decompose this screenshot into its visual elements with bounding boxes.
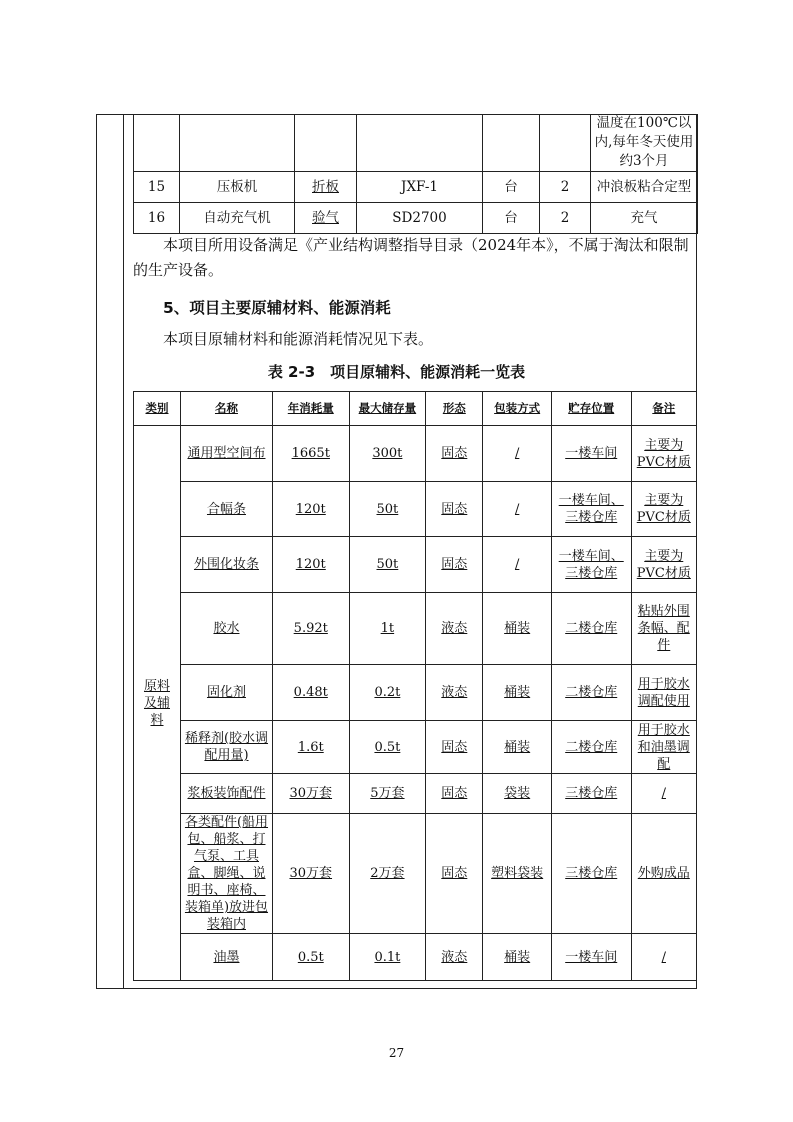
equipment-model-text: SD2700 bbox=[392, 209, 447, 226]
equipment-qty bbox=[540, 114, 591, 172]
material-form: 液态 bbox=[426, 934, 483, 981]
equipment-row bbox=[134, 114, 698, 172]
material-note: / bbox=[631, 934, 696, 981]
equipment-process bbox=[295, 172, 357, 203]
material-packaging: 桶装 bbox=[483, 665, 551, 721]
material-annual: 30万套 bbox=[272, 814, 349, 934]
material-max-storage: 2万套 bbox=[349, 814, 426, 934]
material-annual: 0.48t bbox=[272, 665, 349, 721]
material-packaging: 袋装 bbox=[483, 774, 551, 814]
frame-divider bbox=[123, 114, 124, 989]
column-header: 类别 bbox=[134, 392, 181, 426]
equipment-process-text: 折板 bbox=[312, 178, 339, 195]
material-annual: 1.6t bbox=[272, 721, 349, 774]
material-row bbox=[134, 537, 697, 593]
material-location: 三楼仓库 bbox=[551, 774, 631, 814]
equipment-no-text: 16 bbox=[147, 209, 166, 226]
column-header: 年消耗量 bbox=[272, 392, 349, 426]
equipment-unit bbox=[483, 172, 540, 203]
equipment-qty bbox=[540, 203, 591, 234]
equipment-unit bbox=[483, 203, 540, 234]
material-form: 固态 bbox=[426, 721, 483, 774]
equipment-model bbox=[357, 172, 483, 203]
material-row bbox=[134, 774, 697, 814]
material-annual: 0.5t bbox=[272, 934, 349, 981]
equipment-no bbox=[134, 172, 180, 203]
equipment-row bbox=[134, 172, 698, 203]
equipment-no bbox=[134, 114, 180, 172]
equipment-no-text: 15 bbox=[147, 178, 166, 195]
material-row bbox=[134, 665, 697, 721]
column-header: 形态 bbox=[426, 392, 483, 426]
material-form: 固态 bbox=[426, 814, 483, 934]
material-note: 用于胶水调配使用 bbox=[631, 665, 696, 721]
equipment-model bbox=[357, 203, 483, 234]
page-number: 27 bbox=[388, 1046, 405, 1060]
materials-table bbox=[133, 391, 697, 981]
material-row bbox=[134, 934, 697, 981]
material-annual: 120t bbox=[272, 482, 349, 537]
material-row bbox=[134, 482, 697, 537]
equipment-note bbox=[591, 114, 698, 172]
paragraph-equipment-compliance: 本项目所用设备满足《产业结构调整指导目录（2024年本》，不属于淘汰和限制的生产设备。 bbox=[133, 236, 689, 279]
material-note: / bbox=[631, 774, 696, 814]
material-location: 二楼仓库 bbox=[551, 665, 631, 721]
material-packaging: / bbox=[483, 426, 551, 482]
material-note: 主要为PVC材质 bbox=[631, 537, 696, 593]
material-note: 粘贴外围条幅、配件 bbox=[631, 593, 696, 665]
material-name: 胶水 bbox=[181, 593, 273, 665]
material-location: 一楼车间、三楼仓库 bbox=[551, 537, 631, 593]
material-note: 主要为PVC材质 bbox=[631, 482, 696, 537]
material-name: 合幅条 bbox=[181, 482, 273, 537]
material-max-storage: 0.2t bbox=[349, 665, 426, 721]
material-annual: 5.92t bbox=[272, 593, 349, 665]
material-name: 浆板装饰配件 bbox=[181, 774, 273, 814]
material-annual: 1665t bbox=[272, 426, 349, 482]
material-location: 二楼仓库 bbox=[551, 593, 631, 665]
material-location: 一楼车间 bbox=[551, 426, 631, 482]
equipment-name bbox=[180, 114, 295, 172]
equipment-table bbox=[133, 114, 698, 234]
material-note: 外购成品 bbox=[631, 814, 696, 934]
equipment-name bbox=[180, 203, 295, 234]
material-note: 用于胶水和油墨调配 bbox=[631, 721, 696, 774]
column-header: 贮存位置 bbox=[551, 392, 631, 426]
section-heading: 5、项目主要原辅材料、能源消耗 bbox=[163, 299, 391, 317]
material-max-storage: 0.1t bbox=[349, 934, 426, 981]
material-max-storage: 50t bbox=[349, 482, 426, 537]
column-header: 名称 bbox=[181, 392, 273, 426]
material-max-storage: 0.5t bbox=[349, 721, 426, 774]
column-header: 最大储存量 bbox=[349, 392, 426, 426]
equipment-note-text: 温度在100℃以内,每年冬天使用约3个月 bbox=[594, 115, 694, 169]
equipment-name bbox=[180, 172, 295, 203]
category-cell: 原料及辅料 bbox=[134, 426, 181, 981]
material-form: 固态 bbox=[426, 537, 483, 593]
material-location: 一楼车间、三楼仓库 bbox=[551, 482, 631, 537]
equipment-qty-text: 2 bbox=[560, 178, 570, 195]
material-location: 一楼车间 bbox=[551, 934, 631, 981]
material-name: 固化剂 bbox=[181, 665, 273, 721]
column-header: 备注 bbox=[631, 392, 696, 426]
equipment-note-text: 冲浪板粘合定型 bbox=[596, 178, 692, 195]
material-packaging: 桶装 bbox=[483, 721, 551, 774]
material-packaging: 桶装 bbox=[483, 593, 551, 665]
equipment-qty bbox=[540, 172, 591, 203]
material-form: 固态 bbox=[426, 774, 483, 814]
material-form: 固态 bbox=[426, 482, 483, 537]
material-row bbox=[134, 721, 697, 774]
equipment-note-text: 充气 bbox=[630, 209, 658, 226]
material-form: 固态 bbox=[426, 426, 483, 482]
material-name: 通用型空间布 bbox=[181, 426, 273, 482]
material-name: 各类配件(船用包、船浆、打气泵、工具盒、脚绳、说明书、座椅、装箱单)放进包装箱内 bbox=[181, 814, 273, 934]
equipment-note bbox=[591, 203, 698, 234]
table-caption: 表 2-3 项目原辅料、能源消耗一览表 bbox=[267, 363, 526, 381]
material-name: 外围化妆条 bbox=[181, 537, 273, 593]
material-max-storage: 5万套 bbox=[349, 774, 426, 814]
material-packaging: 塑料袋装 bbox=[483, 814, 551, 934]
material-name: 稀释剂(胶水调配用量) bbox=[181, 721, 273, 774]
equipment-name-text: 自动充气机 bbox=[203, 209, 271, 226]
material-max-storage: 50t bbox=[349, 537, 426, 593]
material-packaging: / bbox=[483, 537, 551, 593]
material-location: 三楼仓库 bbox=[551, 814, 631, 934]
paragraph-materials-intro: 本项目原辅材料和能源消耗情况见下表。 bbox=[163, 330, 434, 348]
column-header: 包装方式 bbox=[483, 392, 551, 426]
equipment-qty-text: 2 bbox=[560, 209, 570, 226]
material-row bbox=[134, 814, 697, 934]
material-row bbox=[134, 593, 697, 665]
material-packaging: / bbox=[483, 482, 551, 537]
equipment-process bbox=[295, 203, 357, 234]
material-location: 二楼仓库 bbox=[551, 721, 631, 774]
equipment-model bbox=[357, 114, 483, 172]
equipment-row bbox=[134, 203, 698, 234]
material-row bbox=[134, 426, 697, 482]
equipment-note bbox=[591, 172, 698, 203]
equipment-process bbox=[295, 114, 357, 172]
material-packaging: 桶装 bbox=[483, 934, 551, 981]
material-form: 液态 bbox=[426, 593, 483, 665]
material-annual: 30万套 bbox=[272, 774, 349, 814]
equipment-unit-text: 台 bbox=[504, 178, 518, 195]
material-note: 主要为PVC材质 bbox=[631, 426, 696, 482]
material-max-storage: 300t bbox=[349, 426, 426, 482]
equipment-unit-text: 台 bbox=[504, 209, 518, 226]
material-name: 油墨 bbox=[181, 934, 273, 981]
equipment-model-text: JXF-1 bbox=[401, 178, 438, 195]
equipment-process-text: 验气 bbox=[312, 209, 339, 226]
equipment-no bbox=[134, 203, 180, 234]
material-form: 液态 bbox=[426, 665, 483, 721]
equipment-unit bbox=[483, 114, 540, 172]
material-max-storage: 1t bbox=[349, 593, 426, 665]
material-annual: 120t bbox=[272, 537, 349, 593]
equipment-name-text: 压板机 bbox=[216, 178, 258, 195]
